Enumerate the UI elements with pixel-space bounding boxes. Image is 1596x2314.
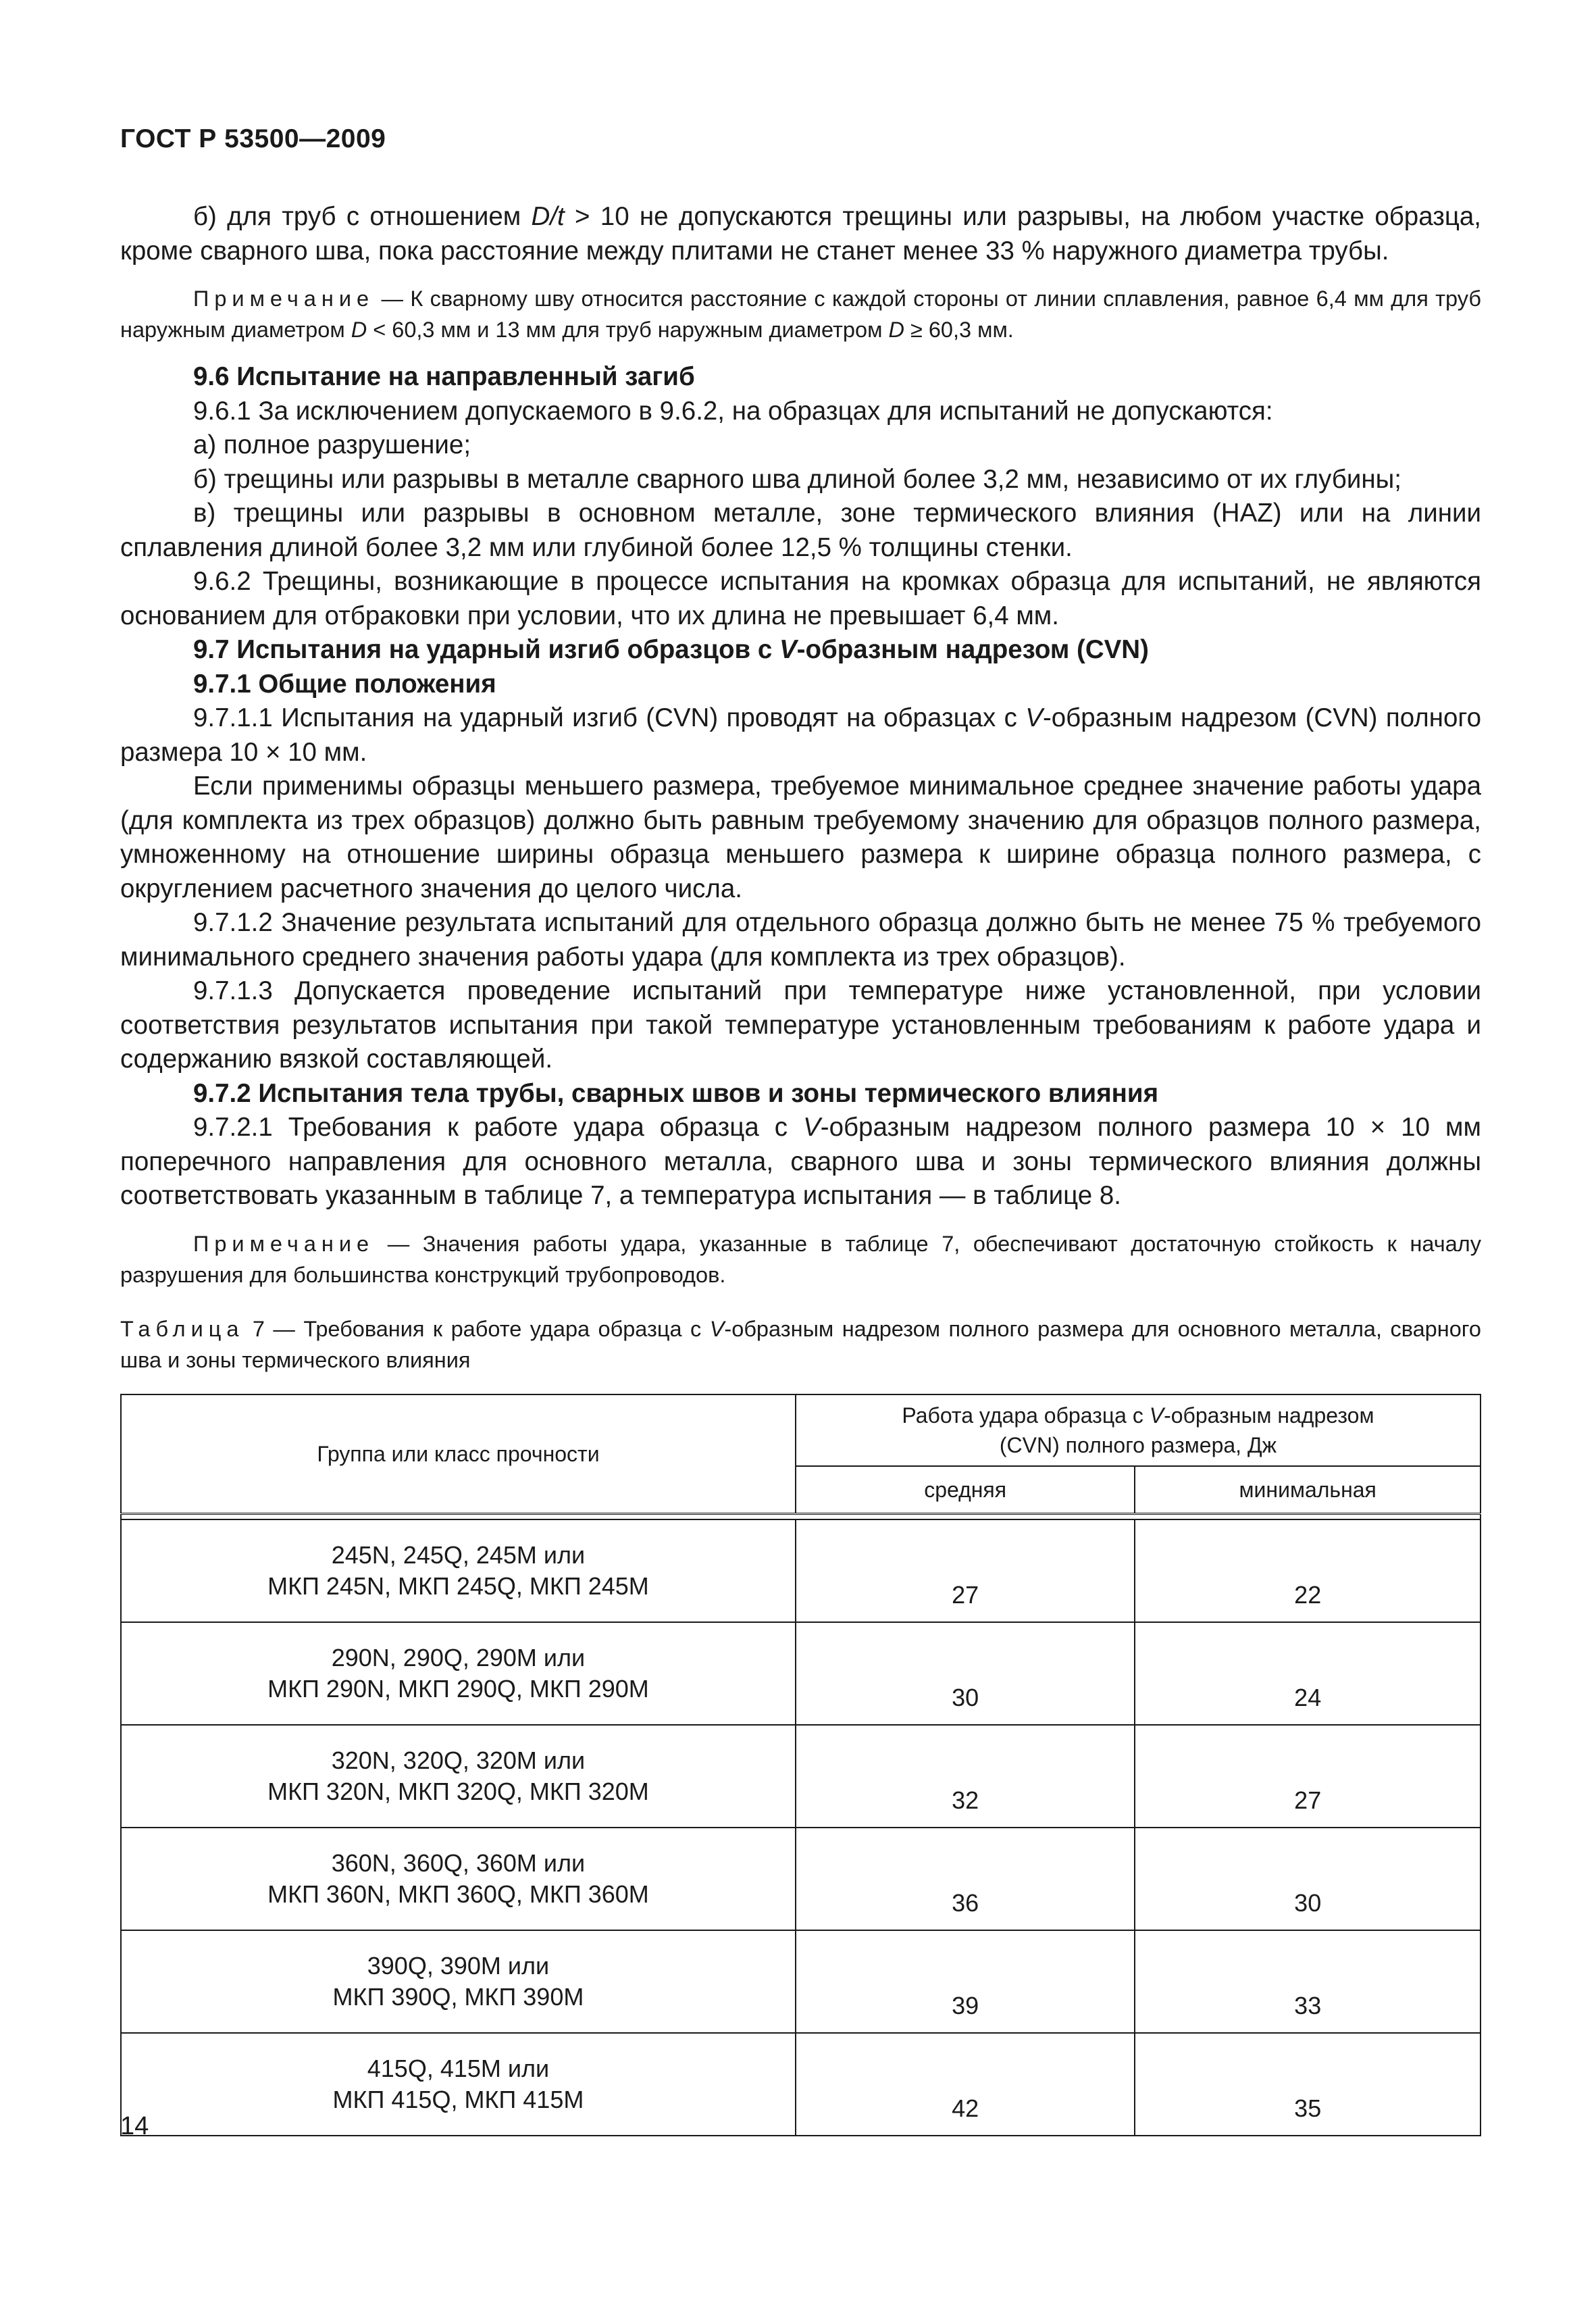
table-header-group: Группа или класс прочности <box>121 1394 796 1513</box>
table-header-average: средняя <box>796 1466 1135 1513</box>
table-cell-average: 36 <box>796 1828 1135 1930</box>
paragraph-9-6-1-c: в) трещины или разрывы в основном металле, зоне термического влияния (HAZ) или на линии сплавления длиной более 3,2 мм или глубиной более 12,5 % толщины стенки. <box>120 499 1481 562</box>
table-header-minimum: минимальная <box>1135 1466 1481 1513</box>
paragraph-9-6-1-b: б) трещины или разрывы в металле сварного шва длиной более 3,2 мм, независимо от их глубины; <box>193 464 1401 494</box>
paragraph-9-6-2: 9.6.2 Трещины, возникающие в процессе испытания на кромках образца для испытаний, не являются основанием для отбраковки при условии, что их длина не превышает 6,4 мм. <box>120 567 1481 630</box>
table-cell-average: 27 <box>796 1519 1135 1622</box>
page-number: 14 <box>120 2112 149 2140</box>
paragraph-9-7-1-1-cont: Если применимы образцы меньшего размера, требуемое минимальное среднее значение работы удара (для комплекта из трех образцов) должно быть равным требуемому значению для образцов полного размера, умноженному на отношение ширины образца меньшего размера к ширине образца полного размера, с округлением расчетного значения до целого числа. <box>120 772 1481 903</box>
heading-9-7: 9.7 Испытания на ударный изгиб образцов с V-образным надрезом (CVN) <box>193 635 1149 664</box>
table-cell-average: 30 <box>796 1622 1135 1725</box>
table-cell-minimum: 22 <box>1135 1519 1481 1622</box>
table-cell-average: 39 <box>796 1930 1135 2033</box>
table-cell-minimum: 30 <box>1135 1828 1481 1930</box>
table-row <box>121 1930 1481 2033</box>
table-cell-group: 245N, 245Q, 245M или МКП 245N, МКП 245Q, МКП 245M <box>121 1519 796 1622</box>
table-header-separator <box>121 1513 1481 1519</box>
document-code: ГОСТ Р 53500—2009 <box>120 124 386 153</box>
table-7 <box>120 1394 1481 2136</box>
heading-9-6: 9.6 Испытание на направленный загиб <box>193 362 695 391</box>
paragraph-9-7-1-2: 9.7.1.2 Значение результата испытаний для отдельного образца должно быть не менее 75 % требуемого минимального среднего значения работы удара (для комплекта из трех образцов). <box>120 908 1481 972</box>
table-cell-group: 320N, 320Q, 320M или МКП 320N, МКП 320Q, МКП 320M <box>121 1725 796 1828</box>
table-cell-group: 390Q, 390M или МКП 390Q, МКП 390M <box>121 1930 796 2033</box>
paragraph-9-7-1-3: 9.7.1.3 Допускается проведение испытаний при температуре ниже установленной, при условии соответствия результатов испытания при такой температуре установленным требованиям к работе удара и содержанию вязкой составляющей. <box>120 976 1481 1074</box>
table-cell-minimum: 33 <box>1135 1930 1481 2033</box>
table-row <box>121 1828 1481 1930</box>
note-weld-zone: Примечание — К сварному шву относится расстояние с каждой стороны от линии сплавления, равное 6,4 мм для труб наружным диаметром D < 60,3 мм и 13 мм для труб наружным диаметром D ≥ 60,3 мм. <box>120 286 1481 342</box>
paragraph-9-6-1: 9.6.1 За исключением допускаемого в 9.6.2, на образцах для испытаний не допускаются: <box>193 396 1273 426</box>
table-cell-average: 42 <box>796 2033 1135 2136</box>
table-cell-group: 290N, 290Q, 290M или МКП 290N, МКП 290Q, МКП 290M <box>121 1622 796 1725</box>
table-7-caption: Таблица 7 — Требования к работе удара образца с V-образным надрезом полного размера для основного металла, сварного шва и зоны термического влияния <box>120 1316 1481 1372</box>
paragraph-9-7-1-1: 9.7.1.1 Испытания на ударный изгиб (CVN) проводят на образцах с V-образным надрезом (CVN) полного размера 10 × 10 мм. <box>120 703 1482 767</box>
table-header-cvn: Работа удара образца с V-образным надрезом (CVN) полного размера, Дж <box>796 1394 1481 1466</box>
table-cell-minimum: 27 <box>1135 1725 1481 1828</box>
heading-9-7-2: 9.7.2 Испытания тела трубы, сварных швов и зоны термического влияния <box>193 1078 1159 1108</box>
table-row <box>121 1725 1481 1828</box>
document-body <box>120 200 1481 1376</box>
paragraph-9-5-b: б) для труб с отношением D/t > 10 не допускаются трещины или разрывы, на любом участке образца, кроме сварного шва, пока расстояние между плитами не станет менее 33 % наружного диаметра трубы. <box>120 202 1482 266</box>
table-row <box>121 1622 1481 1725</box>
note-impact-values: Примечание — Значения работы удара, указанные в таблице 7, обеспечивают достаточную стойкость к началу разрушения для большинства конструкций трубопроводов. <box>120 1231 1481 1287</box>
heading-9-7-1: 9.7.1 Общие положения <box>193 669 496 699</box>
paragraph-9-7-2-1: 9.7.2.1 Требования к работе удара образца с V-образным надрезом полного размера 10 × 10 мм поперечного направления для основного металла, сварного шва и зоны термического влияния должны соответствовать указанным в таблице 7, а температура испытания — в таблице 8. <box>120 1113 1481 1210</box>
table-cell-minimum: 35 <box>1135 2033 1481 2136</box>
table-row <box>121 2033 1481 2136</box>
table-cell-group: 415Q, 415M или МКП 415Q, МКП 415M <box>121 2033 796 2136</box>
table-cell-minimum: 24 <box>1135 1622 1481 1725</box>
paragraph-9-6-1-a: а) полное разрушение; <box>193 430 471 459</box>
table-cell-average: 32 <box>796 1725 1135 1828</box>
table-cell-group: 360N, 360Q, 360M или МКП 360N, МКП 360Q, МКП 360M <box>121 1828 796 1930</box>
table-row <box>121 1519 1481 1622</box>
